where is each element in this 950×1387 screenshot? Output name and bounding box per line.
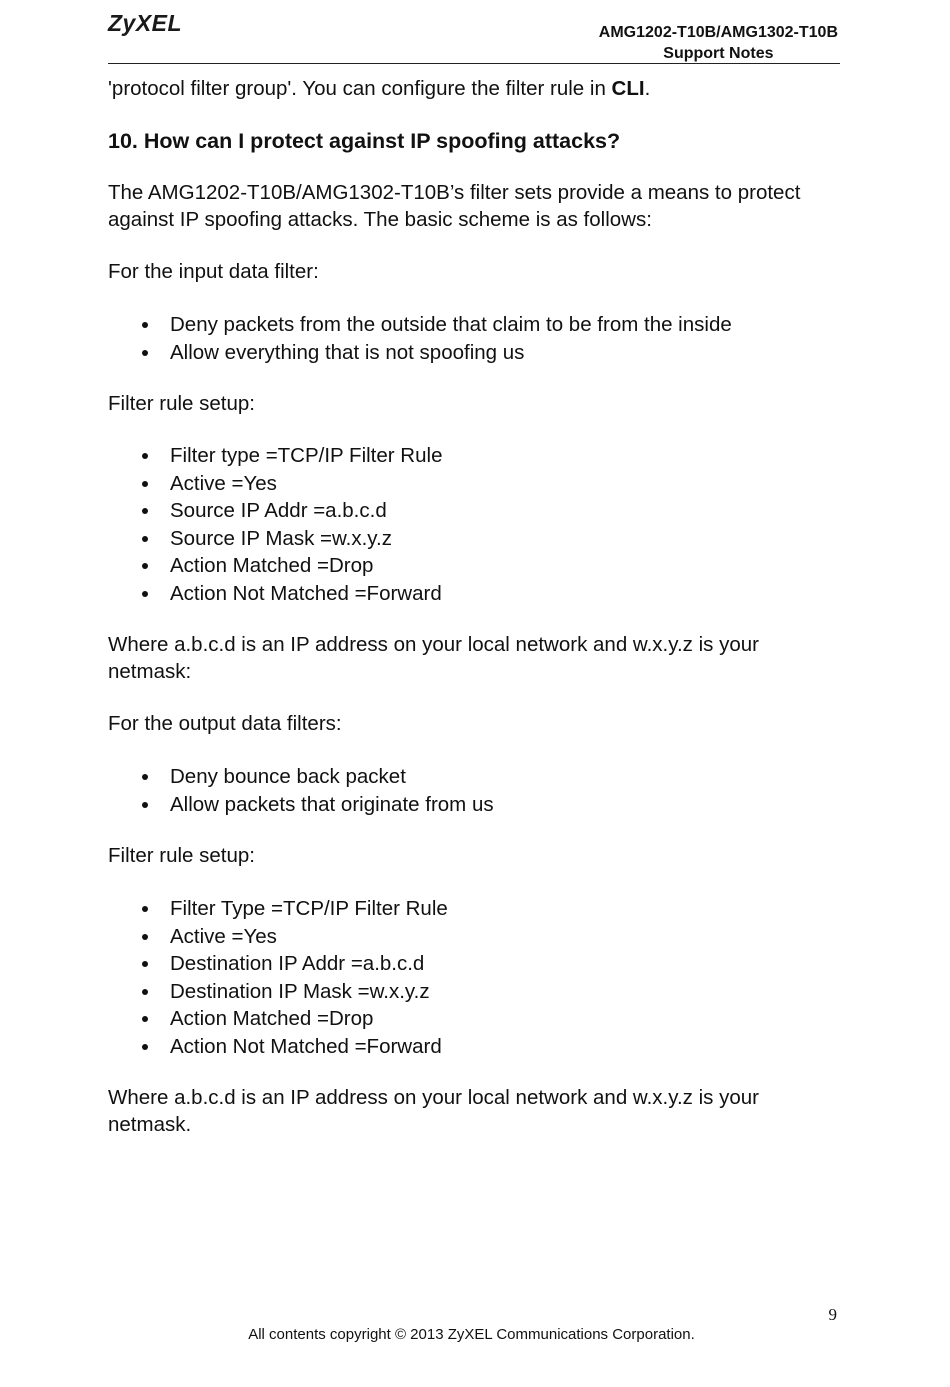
bullet-item	[108, 339, 838, 367]
document-header	[599, 22, 838, 64]
bullet-item	[108, 763, 838, 791]
intro-end: .	[644, 77, 651, 100]
bullet-text: Deny packets from the outside that claim to be from the inside	[170, 313, 732, 336]
setup-label-input: Filter rule setup:	[108, 392, 255, 415]
bullet-item	[108, 552, 838, 580]
bullet-icon	[142, 1044, 148, 1050]
bullet-icon	[142, 989, 148, 995]
bullet-item	[108, 470, 838, 498]
bullet-text: Action Matched =Drop	[170, 1007, 374, 1030]
copyright-footer: All contents copyright © 2013 ZyXEL Communications Corporation.	[248, 1326, 695, 1343]
bullet-text: Filter type =TCP/IP Filter Rule	[170, 444, 443, 467]
bullet-icon	[142, 906, 148, 912]
output-filter-list	[108, 763, 838, 818]
bullet-text: Allow packets that originate from us	[170, 792, 494, 816]
bullet-icon	[142, 591, 148, 597]
bullet-icon	[142, 934, 148, 940]
bullet-text: Destination IP Mask =w.x.y.z	[170, 979, 430, 1003]
bullet-icon	[142, 774, 148, 780]
bullet-item	[108, 950, 838, 978]
bullet-text: Active =Yes	[170, 471, 277, 495]
bullet-icon	[142, 508, 148, 514]
setup-label-output: Filter rule setup:	[108, 844, 255, 867]
output-rule-setup-list	[108, 895, 838, 1060]
bullet-icon	[142, 350, 148, 356]
bullet-text: Action Not Matched =Forward	[170, 581, 442, 605]
intro-text: 'protocol filter group'. You can configure the filter rule in	[108, 77, 612, 100]
bullet-icon	[142, 481, 148, 487]
bullet-text: Source IP Addr =a.b.c.d	[170, 499, 387, 522]
intro-bold: CLI	[611, 77, 645, 100]
model-title: AMG1202-T10B/AMG1302-T10B	[598, 24, 838, 41]
input-rule-setup-list	[108, 442, 838, 607]
bullet-icon	[142, 563, 148, 569]
bullet-text: Action Matched =Drop	[170, 554, 374, 577]
bullet-text: Allow everything that is not spoofing us	[170, 340, 525, 364]
input-filter-list	[108, 311, 838, 366]
page-number: 9	[828, 1305, 837, 1324]
zyxel-logo: ZyXEL	[108, 10, 183, 36]
bullet-item	[108, 1005, 838, 1033]
bullet-icon	[142, 453, 148, 459]
input-filter-label: For the input data filter:	[108, 260, 319, 283]
bullet-item	[108, 580, 838, 608]
bullet-text: Action Not Matched =Forward	[170, 1034, 442, 1058]
bullet-text: Deny bounce back packet	[170, 765, 406, 788]
bullet-text: Active =Yes	[170, 924, 277, 948]
bullet-item	[108, 497, 838, 525]
bullet-item	[108, 791, 838, 819]
bullet-text: Destination IP Addr =a.b.c.d	[170, 952, 425, 975]
question-heading: 10. How can I protect against IP spoofing attacks?	[108, 129, 621, 153]
intro-paragraph	[108, 75, 838, 102]
intro-description: The AMG1202-T10B/AMG1302-T10B’s filter sets provide a means to protect against IP spoofing attacks. The basic scheme is as follows:	[108, 181, 801, 231]
bullet-item	[108, 978, 838, 1006]
bullet-icon	[142, 536, 148, 542]
header-divider	[108, 63, 840, 64]
bullet-item	[108, 442, 838, 470]
where-note-output: Where a.b.c.d is an IP address on your local network and w.x.y.z is your netmask.	[108, 1086, 759, 1136]
bullet-item	[108, 311, 838, 339]
bullet-icon	[142, 961, 148, 967]
bullet-item	[108, 525, 838, 553]
bullet-icon	[142, 802, 148, 808]
bullet-item	[108, 895, 838, 923]
where-note-input: Where a.b.c.d is an IP address on your local network and w.x.y.z is your netmask:	[108, 633, 759, 683]
page-content	[108, 75, 838, 1138]
bullet-item	[108, 923, 838, 951]
bullet-icon	[142, 322, 148, 328]
bullet-icon	[142, 1016, 148, 1022]
bullet-item	[108, 1033, 838, 1061]
bullet-text: Filter Type =TCP/IP Filter Rule	[170, 897, 448, 920]
doc-type: Support Notes	[663, 45, 774, 62]
bullet-text: Source IP Mask =w.x.y.z	[170, 526, 392, 550]
output-filter-label: For the output data filters:	[108, 712, 342, 735]
